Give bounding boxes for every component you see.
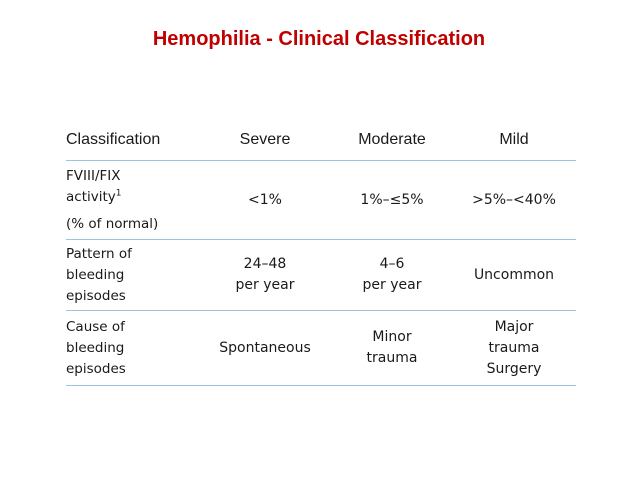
cell-mild-activity: >5%–<40% <box>452 161 576 240</box>
footnote-marker: 1 <box>115 188 122 198</box>
header-classification: Classification <box>66 120 198 161</box>
cell-moderate-cause: Minor trauma <box>332 311 452 386</box>
header-severe: Severe <box>198 120 332 161</box>
row-label-cause: Cause of bleeding episodes <box>66 311 198 386</box>
table-row <box>66 161 576 240</box>
table-row <box>66 240 576 311</box>
classification-table <box>66 120 576 386</box>
row-label-activity: FVIII/FIX activity$^1$ (% of normal) <box>66 161 198 240</box>
table-header-row <box>66 120 576 161</box>
cell-mild-pattern: Uncommon <box>452 240 576 311</box>
cell-severe-pattern: 24–48 per year <box>198 240 332 311</box>
slide-title: Hemophilia - Clinical Classification <box>152 28 486 50</box>
cell-moderate-activity: 1%–≤5% <box>332 161 452 240</box>
cell-moderate-pattern: 4–6 per year <box>332 240 452 311</box>
table-row <box>66 311 576 386</box>
header-mild: Mild <box>452 120 576 161</box>
cell-mild-cause: Major trauma Surgery <box>452 311 576 386</box>
cell-severe-activity: <1% <box>198 161 332 240</box>
header-moderate: Moderate <box>332 120 452 161</box>
row-label-pattern: Pattern of bleeding episodes <box>66 240 198 311</box>
cell-severe-cause: Spontaneous <box>198 311 332 386</box>
